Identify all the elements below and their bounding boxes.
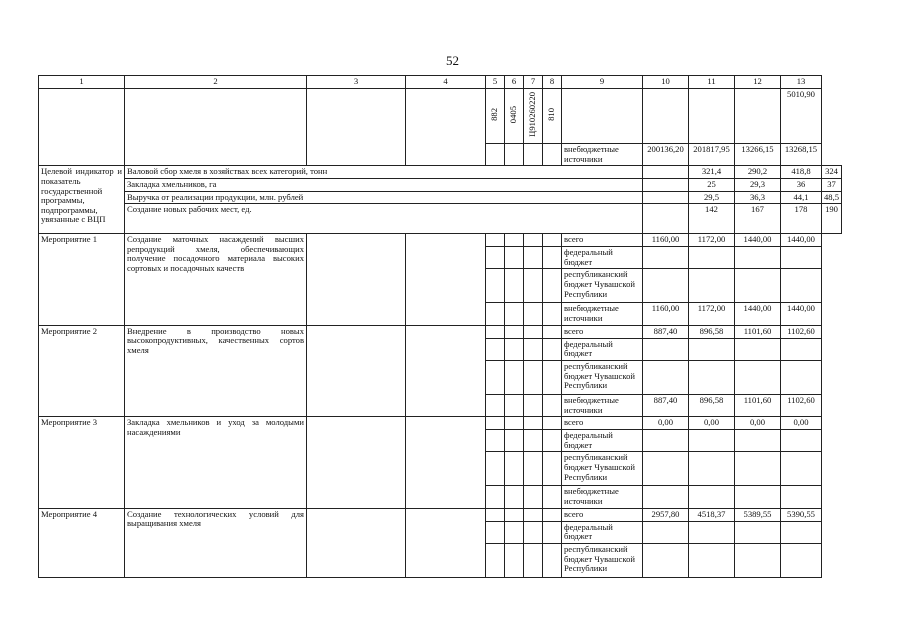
cell-value: 324 [822,166,842,179]
cell-value: 4518,37 [689,508,735,521]
cell-value [781,543,822,577]
cell-value: 29,3 [735,178,781,191]
column-number: 9 [562,76,643,89]
cell-value: 178 [781,204,822,234]
funding-source-label: федеральный бюджет [562,430,643,452]
cell-value [735,269,781,303]
cell-value: 48,5 [822,191,842,204]
cell-value [781,430,822,452]
cell-value: 200136,20 [643,144,689,166]
cell-value: 1160,00 [643,234,689,247]
budget-code: Ц910260220 [527,92,538,138]
cell-value: 25 [689,178,735,191]
cell-value: 896,58 [689,325,735,338]
event-title: Мероприятие 2 [39,325,125,417]
event-title: Мероприятие 4 [39,508,125,577]
event-title: Мероприятие 1 [39,234,125,326]
funding-source-label: всего [562,234,643,247]
column-number: 5 [486,76,505,89]
budget-code: 810 [546,108,557,122]
column-number: 4 [406,76,486,89]
funding-source-label: республиканский бюджет Чувашской Республики [562,452,643,486]
funding-source-label: республиканский бюджет Чувашской Республики [562,543,643,577]
cell-value [689,269,735,303]
cell-value: 1440,00 [781,234,822,247]
cell-value [781,486,822,508]
cell-value: 36,3 [735,191,781,204]
cell-value [689,338,735,360]
cell-value [643,486,689,508]
cell-value: 0,00 [735,417,781,430]
cell-value [643,338,689,360]
cell-value: 5389,55 [735,508,781,521]
cell-value: 418,8 [781,166,822,179]
budget-code: 0405 [508,106,519,124]
cell-value: 5390,55 [781,508,822,521]
cell-value [689,430,735,452]
indicator-name: Валовой сбор хмеля в хозяйствах всех категорий, тонн [125,166,643,179]
cell-value: 1440,00 [735,234,781,247]
cell-value [643,521,689,543]
funding-source-label: федеральный бюджет [562,247,643,269]
indicator-row [39,191,842,204]
funding-source-label: внебюджетные источники [562,144,643,166]
cell-value: 13268,15 [781,144,822,166]
indicator-row [39,166,842,179]
event-title: Мероприятие 3 [39,417,125,509]
top-block-row [39,89,842,144]
cell-value [643,452,689,486]
cell-value: 2957,80 [643,508,689,521]
cell-value: 201817,95 [689,144,735,166]
event-description: Создание технологических условий для выращивания хмеля [125,508,307,577]
cell-value: 0,00 [781,417,822,430]
indicator-name: Создание новых рабочих мест, ед. [125,204,643,234]
event-description: Закладка хмельников и уход за молодыми насаждениями [125,417,307,509]
cell-value: 887,40 [643,325,689,338]
cell-value [781,338,822,360]
cell-value: 13266,15 [735,144,781,166]
funding-source-label: внебюджетные источники [562,486,643,508]
cell-value [689,360,735,394]
column-number: 12 [735,76,781,89]
cell-value [643,247,689,269]
cell-value [735,452,781,486]
event-row [39,325,842,338]
cell-value: 896,58 [689,394,735,416]
cell-value [689,543,735,577]
cell-value: 29,5 [689,191,735,204]
column-number: 2 [125,76,307,89]
cell-value [735,521,781,543]
cell-value [781,360,822,394]
event-row [39,508,842,521]
cell-value: 36 [781,178,822,191]
funding-source-label: всего [562,508,643,521]
cell-value: 0,00 [643,417,689,430]
cell-value: 887,40 [643,394,689,416]
cell-value [735,338,781,360]
cell-value: 1102,60 [781,325,822,338]
column-number: 13 [781,76,822,89]
cell-value: 142 [689,204,735,234]
funding-source-label: всего [562,417,643,430]
column-number-row [39,76,842,89]
cell-value [643,269,689,303]
cell-value: 1101,60 [735,394,781,416]
cell-value [689,521,735,543]
cell-value [781,521,822,543]
cell-value: 190 [822,204,842,234]
funding-source-label: федеральный бюджет [562,521,643,543]
funding-source-label: внебюджетные источники [562,394,643,416]
budget-code: 882 [489,108,500,122]
cell-value [735,543,781,577]
indicator-row [39,178,842,191]
cell-value: 44,1 [781,191,822,204]
cell-value [689,247,735,269]
indicator-name: Закладка хмельников, га [125,178,643,191]
cell-value: 1440,00 [735,303,781,325]
column-number: 3 [307,76,406,89]
page-number: 52 [446,53,459,68]
cell-value: 167 [735,204,781,234]
event-row [39,417,842,430]
cell-value [781,452,822,486]
indicator-label: Целевой индикатор и показатель государственной программы, подпрограммы, увязанные с ВЦП [39,166,125,234]
funding-source-label: республиканский бюджет Чувашской Республики [562,269,643,303]
column-number: 7 [524,76,543,89]
cell-value: 37 [822,178,842,191]
cell-value: 290,2 [735,166,781,179]
funding-source-label: республиканский бюджет Чувашской Республики [562,360,643,394]
column-number: 6 [505,76,524,89]
column-number: 1 [39,76,125,89]
cell-value [643,430,689,452]
cell-value [689,452,735,486]
cell-value: 321,4 [689,166,735,179]
cell-value: 1172,00 [689,303,735,325]
budget-table [38,75,842,578]
cell-value [689,486,735,508]
cell-value [735,247,781,269]
cell-value [735,486,781,508]
cell-value [781,269,822,303]
cell-value [735,360,781,394]
column-number: 10 [643,76,689,89]
cell-value: 5010,90 [781,89,822,144]
cell-value: 1172,00 [689,234,735,247]
indicator-name: Выручка от реализации продукции, млн. рублей [125,191,643,204]
event-description: Создание маточных насаждений высших репродукций хмеля, обеспечивающих получение посадочного материала высоких сортовых и посадочных качеств [125,234,307,326]
funding-source-label: федеральный бюджет [562,338,643,360]
cell-value: 1440,00 [781,303,822,325]
cell-value: 1160,00 [643,303,689,325]
cell-value [735,430,781,452]
column-number: 11 [689,76,735,89]
cell-value: 1101,60 [735,325,781,338]
cell-value: 1102,60 [781,394,822,416]
event-row [39,234,842,247]
column-number: 8 [543,76,562,89]
cell-value: 0,00 [689,417,735,430]
funding-source-label: всего [562,325,643,338]
cell-value [781,247,822,269]
cell-value [643,543,689,577]
funding-source-label: внебюджетные источники [562,303,643,325]
indicator-row [39,204,842,234]
event-description: Внедрение в производство новых высокопродуктивных, качественных сортов хмеля [125,325,307,417]
cell-value [643,360,689,394]
